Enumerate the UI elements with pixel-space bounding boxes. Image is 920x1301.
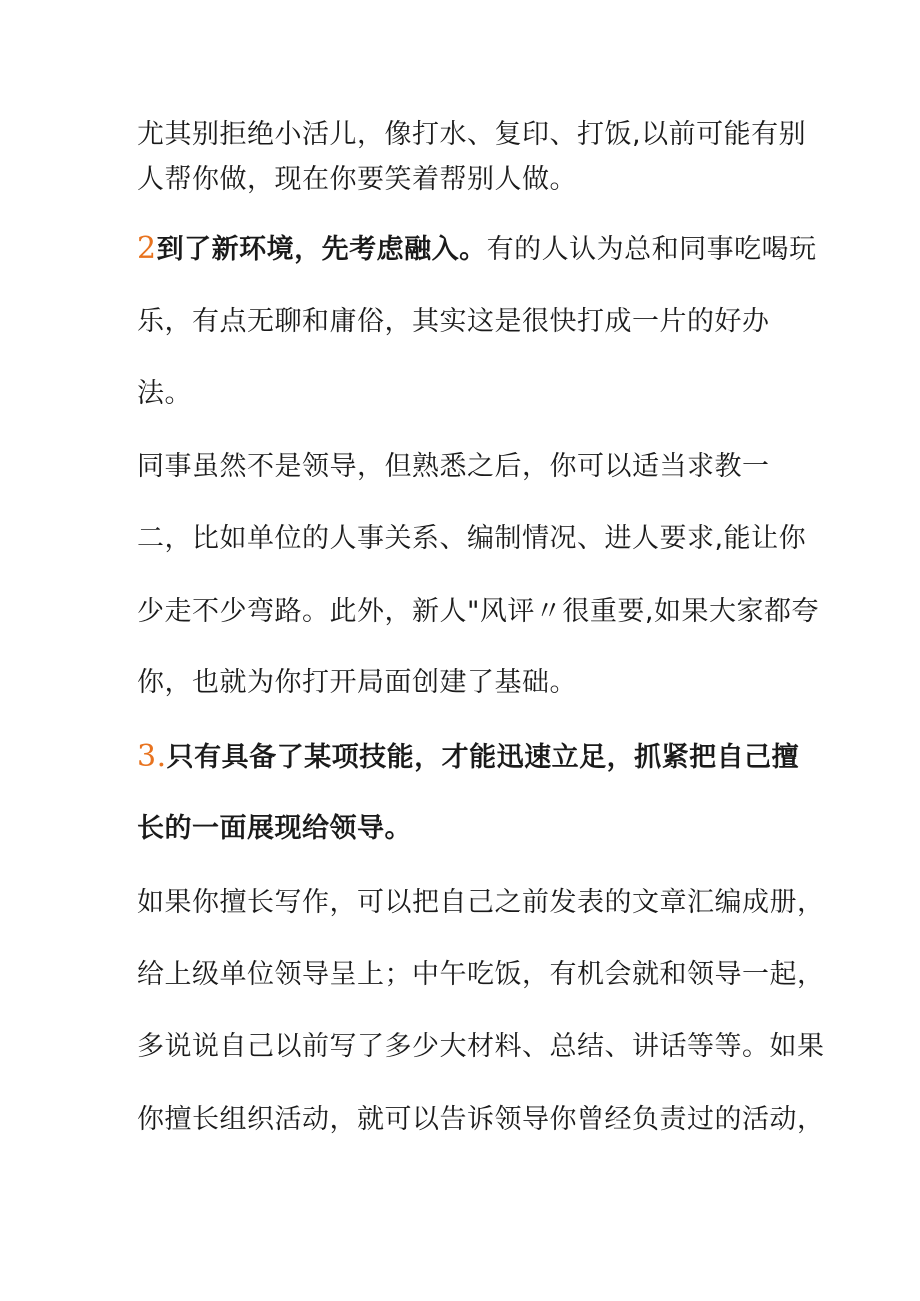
paragraph-4-line-1: [137, 740, 799, 775]
paragraph-3-line-3: 少走不少弯路。此外，新人"风评〃很重要,如果大家都夸: [137, 596, 820, 627]
paragraph-1-line-2: 人帮你做，现在你要笑着帮别人做。: [137, 164, 577, 195]
paragraph-5-line-3: 多说说自己以前写了多少大材料、总结、讲话等等。如果: [137, 1031, 825, 1062]
paragraph-5-line-1: 如果你擅长写作，可以把自己之前发表的文章汇编成册，: [137, 887, 825, 918]
paragraph-5-line-2: 给上级单位领导呈上；中午吃饭，有机会就和领导一起，: [137, 959, 825, 990]
paragraph-3-line-4: 你，也就为你打开局面创建了基础。: [137, 667, 577, 698]
paragraph-2-line-1-text: 有的人认为总和同事吃喝玩: [486, 234, 817, 265]
section-heading-2: 到了新环境，先考虑融入。: [156, 234, 487, 265]
section-number-2: 2: [137, 231, 157, 266]
paragraph-2-line-2: 乐，有点无聊和庸俗，其实这是很快打成一片的好办: [137, 306, 770, 337]
paragraph-5-line-4: 你擅长组织活动，就可以告诉领导你曾经负责过的活动，: [137, 1104, 825, 1135]
paragraph-3-line-2: 二，比如单位的人事关系、编制情况、进人要求,能让你: [137, 523, 807, 554]
section-number-3: 3.: [137, 739, 167, 774]
paragraph-2-line-3: 法。: [137, 378, 192, 409]
paragraph-1-line-1: 尤其别拒绝小活儿，像打水、复印、打饭,以前可能有别: [137, 119, 807, 150]
paragraph-4-line-2: 长的一面展现给领导。: [137, 813, 412, 844]
paragraph-3-line-1: 同事虽然不是领导，但熟悉之后，你可以适当求教一: [137, 451, 770, 482]
paragraph-2-line-1: [137, 232, 817, 267]
section-heading-3: 只有具备了某项技能，才能迅速立足，抓紧把自己擅: [166, 742, 800, 773]
